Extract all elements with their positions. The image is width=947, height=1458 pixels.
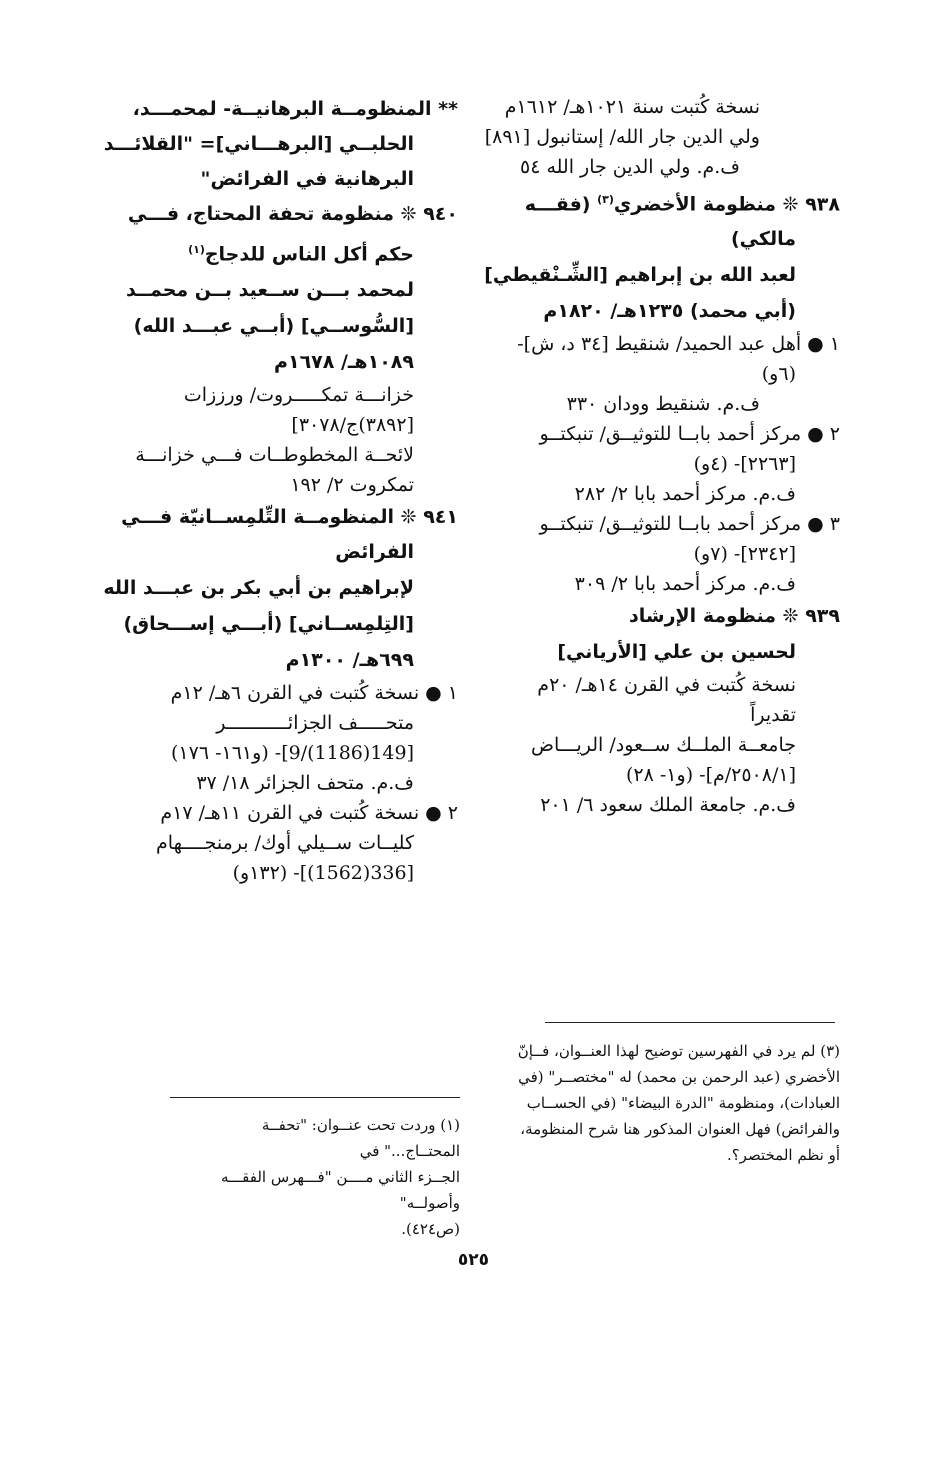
line-text: حكم أكل الناس للدجاج bbox=[204, 243, 414, 266]
line-text: ٣ ● مركز أحمد بابــا للتوثيــق/ تنبكتــو bbox=[539, 513, 840, 536]
line-text: ١ ● نسخة كُتبت في القرن ٦هـ/ ١٢م bbox=[170, 682, 458, 705]
footnote-line: الأخضري (عبد الرحمن بن محمد) له "مختصــر" (في bbox=[518, 1068, 840, 1086]
text-line bbox=[502, 152, 840, 182]
entry-heading bbox=[502, 222, 840, 257]
line-text: ٩٤٠ ❊ منظومة تحفة المحتاج، فـــي bbox=[127, 203, 458, 225]
line-text: ١ ● أهل عبد الحميد/ شنقيط [٣٤ د، ش]- bbox=[517, 333, 840, 356]
line-text: ٩٤١ ❊ المنظومــة التِّلمِســانيّة فـــي bbox=[121, 506, 458, 529]
text-line bbox=[484, 122, 840, 152]
line-text: [السُّوســي] (أبــي عبـــد الله) bbox=[133, 315, 414, 338]
line-text: ف.م. متحف الجزائر ١٨/ ٣٧ bbox=[196, 772, 414, 795]
footnote-right bbox=[505, 1038, 840, 1168]
entry-heading bbox=[502, 182, 840, 222]
entry-heading bbox=[502, 599, 840, 634]
text-line bbox=[502, 700, 840, 730]
line-text: ف.م. مركز أحمد بابا ٢/ ٣٠٩ bbox=[574, 573, 796, 596]
entry-heading bbox=[120, 197, 458, 232]
line-text: مالكي) bbox=[731, 228, 796, 251]
author-line bbox=[502, 293, 840, 329]
line-text: نسخة كُتبت سنة ١٠٢١هـ/ ١٦١٢م bbox=[504, 96, 760, 118]
line-text: ٢ ● نسخة كُتبت في القرن ١١هـ/ ١٧م bbox=[160, 802, 458, 825]
text-line bbox=[502, 449, 840, 479]
entry-heading bbox=[103, 127, 458, 162]
line-text: ولي الدين جار الله/ إستانبول [٨٩١] bbox=[484, 126, 760, 148]
line-text: خزانـــة تمكـــــروت/ ورززات bbox=[183, 384, 414, 407]
text-line bbox=[502, 509, 840, 539]
line-text: [٢٥٠٨/١/م]- (و١- ٢٨) bbox=[625, 764, 796, 787]
text-line bbox=[120, 440, 458, 470]
author-line bbox=[120, 642, 458, 678]
line-text: (٦و) bbox=[761, 363, 796, 386]
line-tail: (فقـــه bbox=[524, 193, 598, 216]
line-text: لائحــة المخطوطــات فـــي خزانـــة bbox=[135, 444, 414, 467]
entry-heading bbox=[120, 162, 458, 197]
text-line bbox=[120, 708, 458, 738]
line-text: ف.م. مركز أحمد بابا ٢/ ٢٨٢ bbox=[574, 483, 796, 506]
footnote-line: أو نظم المختصر؟. bbox=[726, 1146, 840, 1164]
text-line bbox=[120, 738, 458, 768]
footnote-line: الجــزء الثاني مــــن "فـــهرس الفقـــه وأصولــه" bbox=[220, 1168, 460, 1212]
text-line bbox=[120, 768, 458, 798]
text-line bbox=[120, 470, 458, 500]
line-text: لإبراهيم بن أبي بكر بن عبـــد الله bbox=[103, 577, 414, 600]
line-text: (أبي محمد) ١٢٣٥هـ/ ١٨٢٠م bbox=[543, 300, 796, 323]
entry-heading bbox=[120, 535, 458, 570]
author-line bbox=[120, 344, 458, 380]
text-line bbox=[502, 730, 840, 760]
author-line bbox=[484, 257, 840, 293]
text-line bbox=[502, 329, 840, 359]
line-text: [٣٨٩٢)ج/٣٠٧٨] bbox=[291, 414, 414, 437]
line-text: لعبد الله بن إبراهيم [الشِّـنْقيطي] bbox=[484, 264, 796, 287]
line-text: ف.م. جامعة الملك سعود ٦/ ٢٠١ bbox=[540, 794, 796, 817]
footnote-marker: (١) bbox=[188, 243, 205, 256]
text-line bbox=[502, 479, 840, 509]
text-line bbox=[502, 539, 840, 569]
footnote-line: (١) وردت تحت عنــوان: "تحفــة المحتــاج..." في bbox=[261, 1116, 460, 1160]
line-text: الفرائض bbox=[335, 541, 414, 564]
line-text: [149(1186)/9]- (و١٦١- ١٧٦) bbox=[171, 742, 414, 765]
author-line bbox=[103, 570, 458, 606]
line-text: نسخة كُتبت في القرن ١٤هـ/ ٢٠م bbox=[537, 674, 796, 697]
author-line bbox=[120, 606, 458, 642]
author-line bbox=[120, 272, 458, 308]
text-line bbox=[502, 670, 840, 700]
text-line bbox=[120, 828, 458, 858]
line-text: جامعــة الملــك ســعود/ الريـــاض bbox=[531, 734, 796, 757]
footnote-marker: (٣) bbox=[597, 193, 614, 206]
entry-heading bbox=[120, 232, 458, 272]
line-text: [336(1562)]- (١٣٢و) bbox=[232, 862, 414, 885]
footnote-line: (ص٤٢٤). bbox=[401, 1220, 460, 1238]
line-text: ٩٣٩ ❊ منظومة الإرشاد bbox=[629, 605, 840, 628]
text-line bbox=[502, 569, 840, 599]
text-line bbox=[120, 380, 458, 410]
text-line bbox=[502, 389, 840, 419]
page-number: ٥٢٥ bbox=[457, 1250, 490, 1270]
line-text: ٦٩٩هـ/ ١٣٠٠م bbox=[285, 649, 414, 672]
line-text: ٢ ● مركز أحمد بابــا للتوثيــق/ تنبكتــو bbox=[539, 423, 840, 446]
line-text: كليــات ســيلي أوك/ برمنجــــهام bbox=[156, 832, 414, 855]
footnote-separator-right bbox=[545, 1022, 835, 1023]
line-text: ف.م. شنقيط وودان ٣٣٠ bbox=[566, 393, 760, 416]
line-text: ** المنظومــة البرهانيــة- لمحمـــد، bbox=[132, 98, 458, 120]
entry-heading bbox=[120, 92, 458, 127]
line-text: [التِلمِســاني] (أبـــي إســـحاق) bbox=[123, 613, 414, 636]
footnote-line: والفرائض) فهل العنوان المذكور هنا شرح المنظومة، bbox=[520, 1120, 840, 1138]
line-text: ١٠٨٩هـ/ ١٦٧٨م bbox=[274, 351, 414, 374]
right-column bbox=[484, 92, 840, 820]
line-text: تمكروت ٢/ ١٩٢ bbox=[290, 474, 414, 497]
text-line bbox=[502, 760, 840, 790]
author-line bbox=[502, 634, 840, 670]
footnote-line: (٣) لم يرد في الفهرسين توضيح لهذا العنــوان، فــإنّ bbox=[517, 1042, 840, 1060]
line-text: [٢٣٤٢]- (٧و) bbox=[693, 543, 796, 566]
text-line bbox=[502, 359, 840, 389]
line-text: متحـــــف الجزائـــــــــــر bbox=[216, 712, 414, 735]
line-text: تقديراً bbox=[750, 704, 796, 727]
text-line bbox=[502, 92, 840, 122]
footnote-left bbox=[185, 1112, 460, 1242]
footnote-separator-left bbox=[170, 1097, 460, 1098]
text-line bbox=[120, 678, 458, 708]
line-text: لحسين بن علي [الأرياني] bbox=[557, 641, 796, 664]
left-column bbox=[103, 92, 458, 888]
line-text: الحلبــي [البرهـــاني]= "القلائـــد bbox=[103, 133, 414, 155]
text-line bbox=[120, 858, 458, 888]
text-line bbox=[120, 410, 458, 440]
line-text: ٩٣٨ ❊ منظومة الأخضري bbox=[613, 193, 840, 216]
text-line bbox=[502, 790, 840, 820]
line-text: ف.م. ولي الدين جار الله ٥٤ bbox=[519, 156, 740, 178]
author-line bbox=[120, 308, 458, 344]
footnote-line: العبادات)، ومنظومة "الدرة البيضاء" (في الحســاب bbox=[526, 1094, 840, 1112]
entry-heading bbox=[120, 500, 458, 535]
line-text: [٢٢٦٣]- (٤و) bbox=[693, 453, 796, 476]
line-text: البرهانية في الفرائض" bbox=[200, 168, 414, 190]
text-line bbox=[502, 419, 840, 449]
line-text: لمحمد بـــن ســعيد بــن محمــد bbox=[126, 279, 414, 302]
text-line bbox=[120, 798, 458, 828]
